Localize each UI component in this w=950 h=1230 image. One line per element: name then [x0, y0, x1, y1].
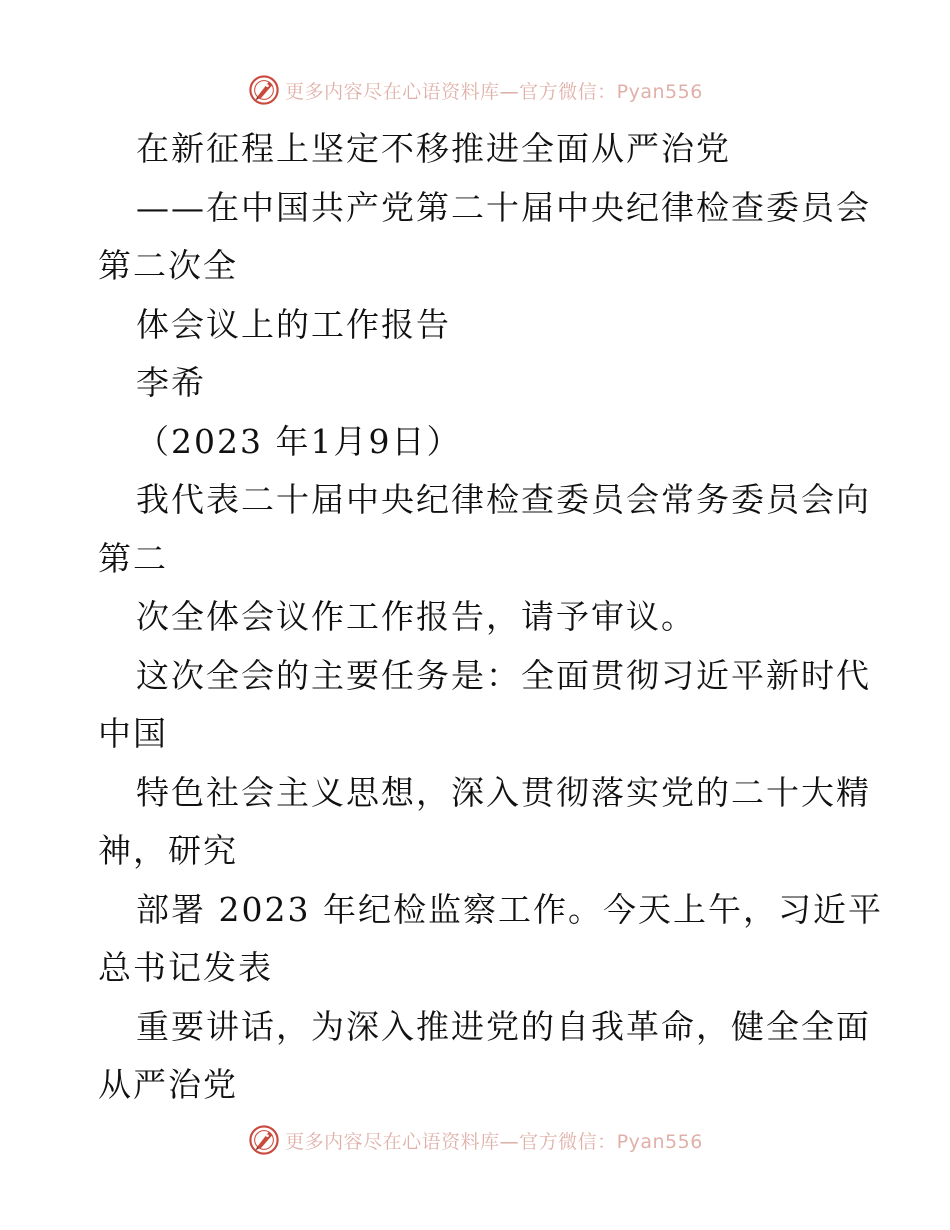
- watermark-text: [285, 1127, 703, 1154]
- paragraph-line: 特色社会主义思想，深入贯彻落实党的二十大精: [136, 772, 871, 812]
- watermark-text: [285, 77, 703, 104]
- watermark-main-text: 更多内容尽在心语资料库: [285, 1130, 500, 1153]
- paragraph-line: 次全体会议作工作报告，请予审议。: [136, 597, 696, 636]
- paragraph-line: 从严治党: [98, 1065, 238, 1104]
- watermark-main-text: 更多内容尽在心语资料库: [285, 80, 500, 103]
- watermark-separator: —: [499, 1130, 520, 1153]
- paragraph-line: 重要讲话，为深入推进党的自我革命，健全全面: [136, 1006, 871, 1046]
- document-title: 在新征程上坚定不移推进全面从严治党: [136, 129, 731, 168]
- paragraph-line: 中国: [98, 714, 168, 753]
- document-subtitle-continued: 第二次全: [98, 246, 238, 285]
- document-subtitle-end: 体会议上的工作报告: [136, 304, 451, 344]
- watermark-header: [0, 70, 950, 110]
- document-subtitle: ——在中国共产党第二十届中央纪律检查委员会: [136, 187, 871, 227]
- pen-nib-seal-icon: [247, 73, 281, 107]
- document-date: （2023 年1月9日）: [136, 421, 462, 461]
- paragraph-line: 部署 2023 年纪检监察工作。今天上午，习近平: [136, 889, 883, 929]
- watermark-wechat-text: 官方微信：Pyan556: [519, 1130, 703, 1153]
- document-body: [98, 120, 883, 1115]
- pen-nib-seal-icon: [247, 1123, 281, 1157]
- paragraph-line: 我代表二十届中央纪律检查委员会常务委员会向: [136, 480, 871, 519]
- paragraph-line: 这次全会的主要任务是：全面贯彻习近平新时代: [136, 655, 871, 695]
- watermark-wechat-text: 官方微信：Pyan556: [519, 80, 703, 103]
- watermark-separator: —: [499, 80, 520, 103]
- paragraph-line: 第二: [98, 538, 168, 578]
- paragraph-line: 神，研究: [98, 831, 238, 870]
- document-author: 李希: [136, 363, 206, 402]
- watermark-footer: [0, 1120, 950, 1160]
- paragraph-line: 总书记发表: [98, 948, 273, 987]
